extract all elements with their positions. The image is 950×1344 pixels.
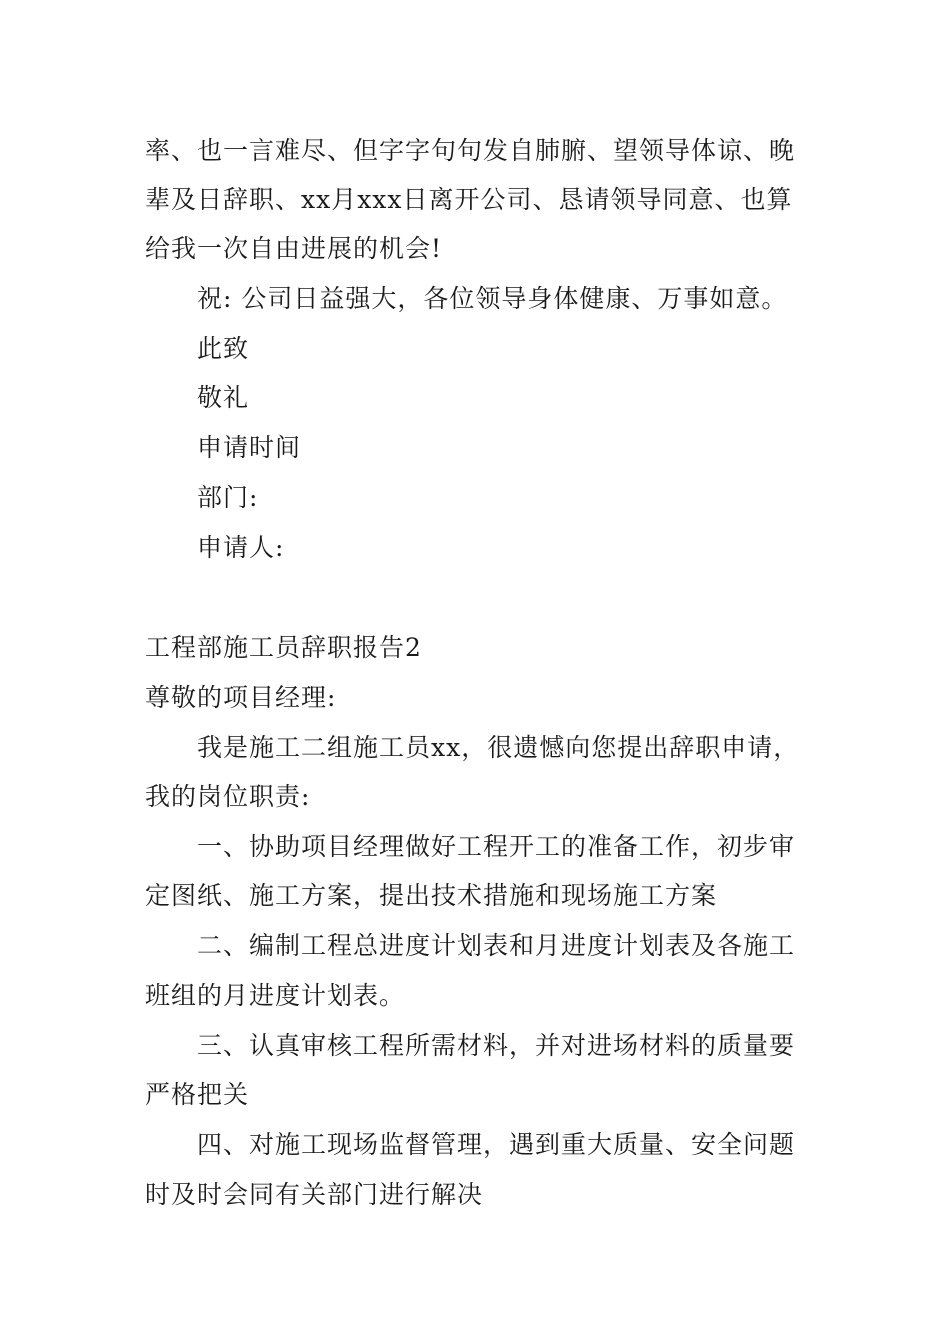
- salutation: 尊敬的项目经理:: [145, 683, 337, 712]
- department-label: 部门:: [197, 483, 259, 512]
- closing-line: 此致: [197, 334, 250, 363]
- duty-item-continued: 时及时会同有关部门进行解决: [145, 1180, 484, 1209]
- duty-item: 一、协助项目经理做好工程开工的准备工作，初步审: [197, 832, 796, 861]
- body-text-line: 辈及日辞职、xx月xxx日离开公司、恳请领导同意、也算: [145, 185, 793, 214]
- duty-item-continued: 定图纸、施工方案，提出技术措施和现场施工方案: [145, 881, 718, 910]
- duty-item: 四、对施工现场监督管理，遇到重大质量、安全问题: [197, 1130, 796, 1159]
- applicant-label: 申请人:: [197, 533, 285, 562]
- closing-line: 敬礼: [197, 383, 250, 412]
- wish-line: 祝: 公司日益强大，各位领导身体健康、万事如意。: [197, 284, 788, 313]
- section-title: 工程部施工员辞职报告2: [145, 633, 422, 662]
- body-text-line: 我是施工二组施工员xx，很遗憾向您提出辞职申请，: [197, 733, 800, 762]
- duty-item: 二、编制工程总进度计划表和月进度计划表及各施工: [197, 931, 796, 960]
- duty-item-continued: 严格把关: [145, 1080, 250, 1109]
- apply-time-label: 申请时间: [197, 433, 302, 462]
- body-text-line: 我的岗位职责:: [145, 782, 311, 811]
- duty-item-continued: 班组的月进度计划表。: [145, 981, 406, 1010]
- body-text-line: 给我一次自由进展的机会!: [145, 234, 443, 263]
- duty-item: 三、认真审核工程所需材料，并对进场材料的质量要: [197, 1031, 796, 1060]
- body-text-line: 率、也一言难尽、但字字句句发自肺腑、望领导体谅、晚: [145, 136, 796, 165]
